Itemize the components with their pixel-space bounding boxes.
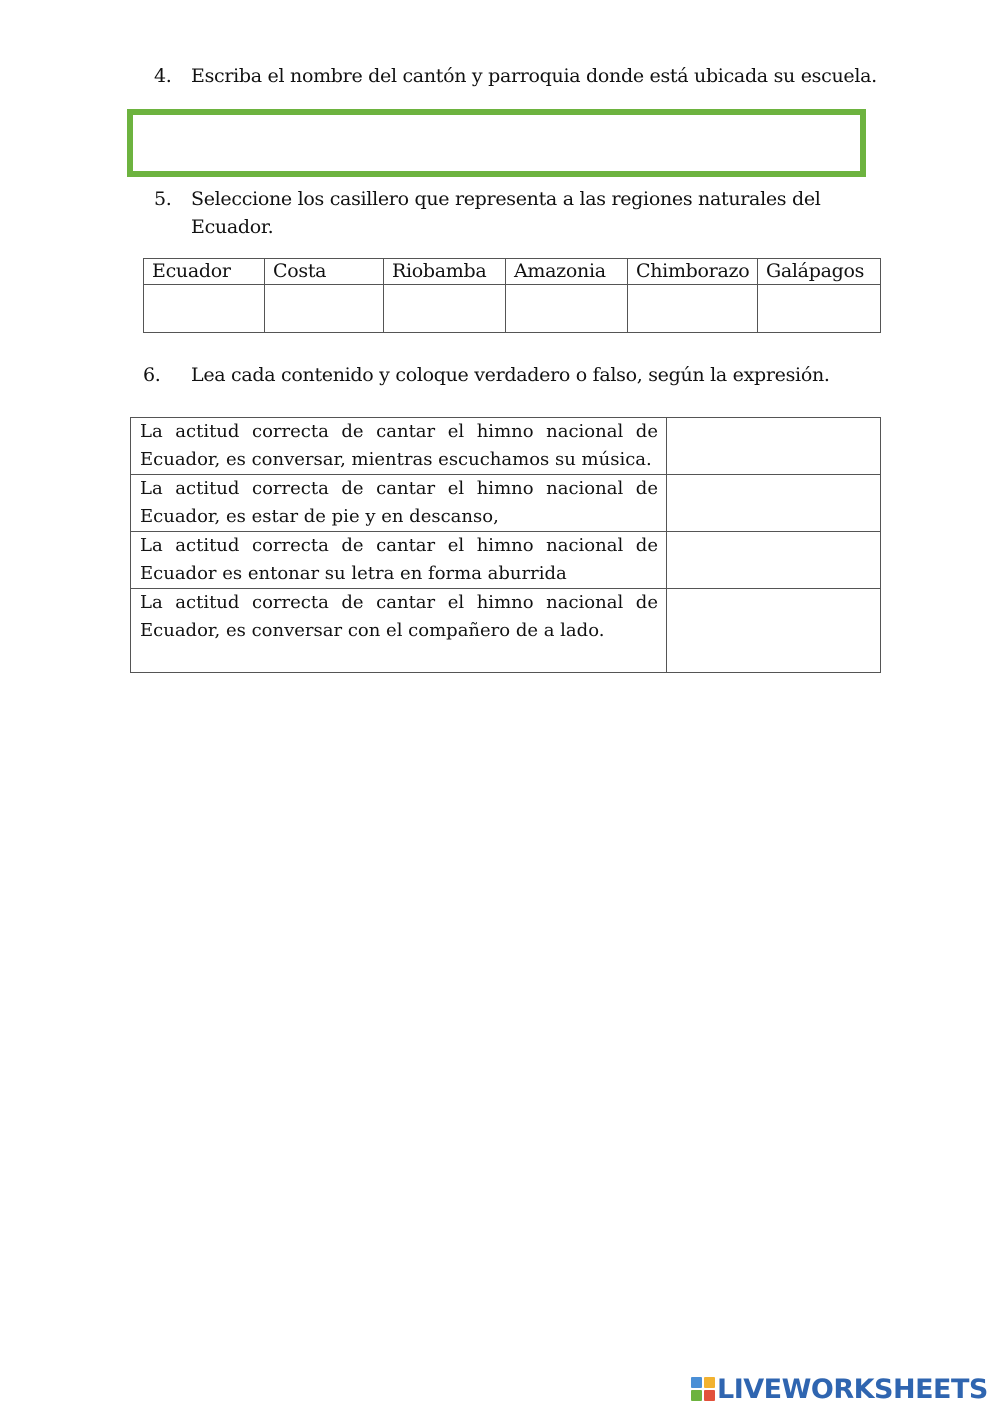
- question-4-number: 4.: [154, 65, 172, 87]
- question-6-number: 6.: [143, 364, 161, 386]
- question-4-text: Escriba el nombre del cantón y parroquia donde está ubicada su escuela.: [191, 65, 877, 87]
- question-6: [143, 361, 863, 389]
- liveworksheets-logo-icon: [691, 1377, 715, 1401]
- question-5-text-line-1: Seleccione los casillero que representa a las regiones naturales del: [191, 188, 821, 210]
- question-4-answer-field[interactable]: [127, 109, 866, 177]
- region-option-label: Amazonia: [506, 259, 628, 285]
- true-false-answer-cell[interactable]: [667, 418, 881, 475]
- statement-text: La actitud correcta de cantar el himno nacional de Ecuador es entonar su letra en forma aburrida: [131, 532, 667, 589]
- region-select-cell-ecuador[interactable]: [144, 285, 265, 333]
- true-false-table: [130, 417, 881, 673]
- region-select-cell-riobamba[interactable]: [384, 285, 506, 333]
- true-false-answer-cell[interactable]: [667, 475, 881, 532]
- region-select-cell-chimborazo[interactable]: [628, 285, 758, 333]
- region-option-label: Chimborazo: [628, 259, 758, 285]
- liveworksheets-wordmark: LIVEWORKSHEETS: [717, 1374, 988, 1405]
- statement-text: La actitud correcta de cantar el himno nacional de Ecuador, es estar de pie y en descanso,: [131, 475, 667, 532]
- region-option-label: Riobamba: [384, 259, 506, 285]
- table-row: [131, 475, 881, 532]
- region-option-label: Ecuador: [144, 259, 265, 285]
- question-5: [154, 185, 854, 241]
- table-row: [131, 418, 881, 475]
- true-false-answer-cell[interactable]: [667, 589, 881, 673]
- statement-text: La actitud correcta de cantar el himno nacional de Ecuador, es conversar, mientras escuchamos su música.: [131, 418, 667, 475]
- statement-text: La actitud correcta de cantar el himno nacional de Ecuador, es conversar con el compañero de a lado.: [131, 589, 667, 673]
- question-5-text-line-2: Ecuador.: [191, 216, 274, 238]
- question-5-number: 5.: [154, 188, 172, 210]
- table-row: [131, 532, 881, 589]
- question-6-text: Lea cada contenido y coloque verdadero o falso, según la expresión.: [191, 364, 830, 386]
- region-option-label: Costa: [265, 259, 384, 285]
- region-select-cell-amazonia[interactable]: [506, 285, 628, 333]
- question-5-text: [191, 185, 821, 241]
- question-4: [154, 62, 877, 90]
- liveworksheets-brand: [691, 1375, 991, 1405]
- region-option-label: Galápagos: [758, 259, 881, 285]
- region-select-cell-costa[interactable]: [265, 285, 384, 333]
- table-row: [131, 589, 881, 673]
- true-false-answer-cell[interactable]: [667, 532, 881, 589]
- regions-selection-table: [143, 258, 881, 333]
- region-select-cell-galapagos[interactable]: [758, 285, 881, 333]
